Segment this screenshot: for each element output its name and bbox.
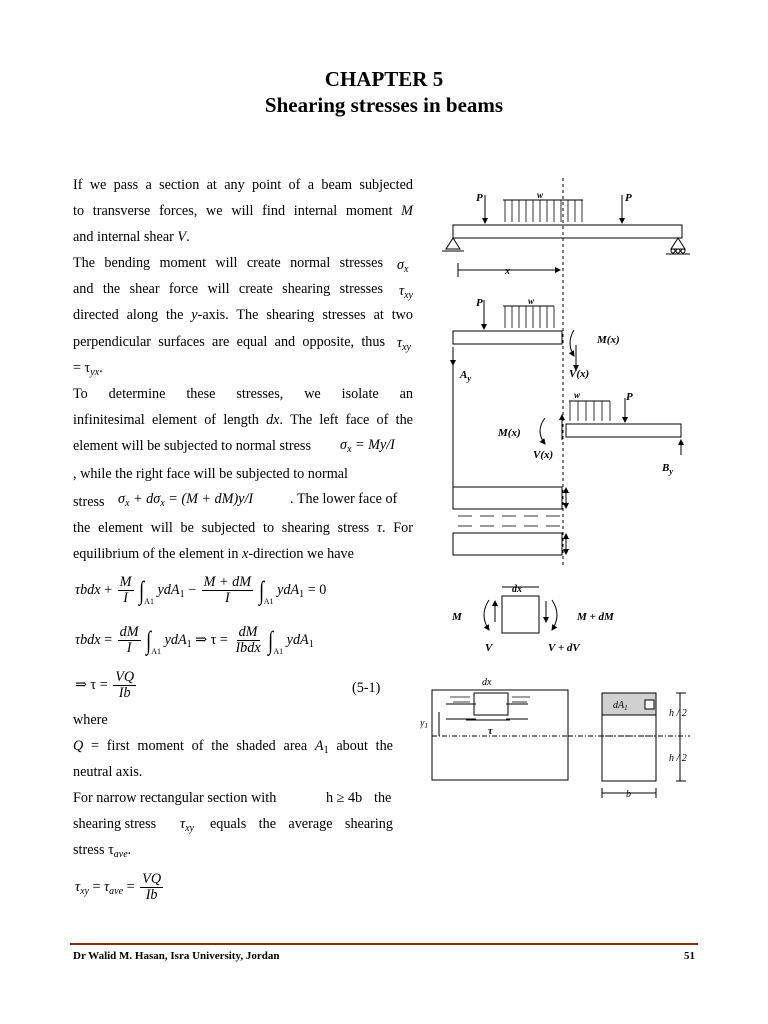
- label-tau: τ: [488, 726, 493, 737]
- text-line: to transverse forces, we will find internal moment M: [73, 203, 413, 220]
- label-Vx: V(x): [533, 449, 554, 461]
- label-dx: dx: [482, 677, 492, 688]
- label-h2: h / 2: [669, 708, 687, 719]
- text-line: directed along the y-axis. The shearing stresses at two: [73, 307, 413, 324]
- label-By: $B_y$: [662, 462, 673, 476]
- moment-arrow: [552, 600, 557, 630]
- equation-number: (5-1): [352, 680, 381, 696]
- label-w: w: [574, 390, 581, 400]
- body-text: [73, 172, 413, 567]
- label-x: x: [505, 266, 510, 277]
- infinitesimal-element: [502, 596, 539, 633]
- label-P: P: [476, 192, 483, 204]
- shear-formula: ⇒ τ = $\frac{VQ}{Ib}$: [75, 669, 135, 701]
- text-line: element will be subjected to normal stress: [73, 437, 311, 454]
- text-line: equilibrium of the element in x-direction we have: [73, 546, 354, 563]
- chapter-title: Shearing stresses in beams: [264, 93, 504, 117]
- text-line: and the shear force will create shearing stresses: [73, 281, 383, 298]
- roller-support: [671, 238, 685, 249]
- label-MdM: M + dM: [577, 611, 614, 623]
- left-segment: [453, 331, 562, 344]
- label-P: P: [476, 297, 483, 309]
- label-h2: h / 2: [669, 753, 687, 764]
- text-line: the element will be subjected to shearing stress τ. For: [73, 520, 413, 537]
- label-Ay: $A_y$: [460, 369, 471, 383]
- label-dA1: $dA_1$: [613, 700, 628, 712]
- distributed-load: [450, 200, 610, 702]
- label-Mx: M(x): [498, 427, 521, 439]
- text-line: stress: [73, 494, 105, 511]
- shear-equation: τbdx = $\frac{dM}{I}$ $\int_{A1}$ ydA$_1$ ⇒ τ = $\frac{dM}{\text{Ibdx}}$ $\int_{A1}$ ydA$_1$: [75, 624, 314, 656]
- label-M: M: [452, 611, 462, 623]
- moment-arrow: [484, 600, 489, 630]
- text-line: , while the right face will be subjected to normal: [73, 466, 348, 483]
- beam: [453, 225, 682, 238]
- right-face-stress-eq: $\sigma_x + d\sigma_x = (M + dM)y/I$: [118, 491, 254, 509]
- label-VdV: V + dV: [548, 642, 580, 654]
- text-line: perpendicular surfaces are equal and opposite, thus: [73, 333, 385, 350]
- text-line: neutral axis.: [73, 764, 143, 780]
- pin-support: [446, 238, 460, 249]
- text-line: Q = first moment of the shaded area $A_1$ about the: [73, 738, 393, 756]
- label-Mx: M(x): [597, 334, 620, 346]
- footer-author: Dr Walid M. Hasan, Isra University, Jordan: [73, 950, 280, 962]
- equilibrium-equation: τbdx + $\frac{M}{I}$ $\int_{A1}$ ydA$_1$ − $\frac{M + dM}{I}$ $\int_{A1}$ ydA$_1$ = 0: [75, 574, 327, 606]
- text-line: stress $\tau_{ave}$.: [73, 842, 132, 860]
- page-number: 51: [684, 950, 695, 962]
- text-line: shearing stress: [73, 816, 157, 832]
- element-bottom-layer: [453, 533, 562, 555]
- text-line: . The lower face of: [290, 491, 398, 507]
- text-line: infinitesimal element of length dx. The left face of the: [73, 411, 413, 428]
- h-condition: h ≥ 4b: [326, 790, 363, 806]
- shaded-element: [474, 693, 508, 715]
- label-Vx: V(x): [569, 368, 590, 380]
- tau-xy: $\tau_{xy}$: [180, 816, 194, 834]
- text-line: and internal shear V.: [73, 229, 190, 246]
- label-dx: dx: [512, 584, 522, 595]
- element-top-layer: [453, 487, 562, 509]
- tau-xy: $\tau_{xy}$: [397, 335, 411, 353]
- label-P: P: [625, 192, 632, 204]
- text-line: The bending moment will create normal stresses: [73, 255, 383, 272]
- tau-xy: $\tau_{xy}$: [399, 283, 413, 301]
- text-line: equals the average shearing: [210, 816, 393, 832]
- footer-rule: [70, 943, 698, 945]
- beam-diagram: [420, 170, 710, 810]
- label-y1: $y_1$: [420, 718, 428, 730]
- text-line: For narrow rectangular section with: [73, 790, 277, 806]
- label-b: b: [626, 789, 631, 800]
- normal-stress-eq: $\sigma_x = My/I$: [340, 437, 395, 455]
- text-line: If we pass a section at any point of a beam subjected: [73, 177, 413, 193]
- text-line: where: [73, 712, 108, 728]
- label-w: w: [537, 190, 544, 200]
- chapter-heading: CHAPTER 5: [324, 67, 444, 91]
- sigma-x: $\sigma_x$: [397, 257, 409, 275]
- label-V: V: [485, 642, 493, 654]
- text-line: the: [374, 790, 392, 806]
- text-line: To determine these stresses, we isolate an: [73, 385, 413, 402]
- label-w: w: [528, 296, 535, 306]
- right-segment: [566, 424, 681, 437]
- label-P: P: [626, 391, 633, 403]
- text-line: = $\tau_{yx}$.: [73, 359, 103, 378]
- average-shear-formula: $\tau_{xy} = \tau_{ave}$ = $\frac{VQ}{Ib}$: [75, 871, 162, 903]
